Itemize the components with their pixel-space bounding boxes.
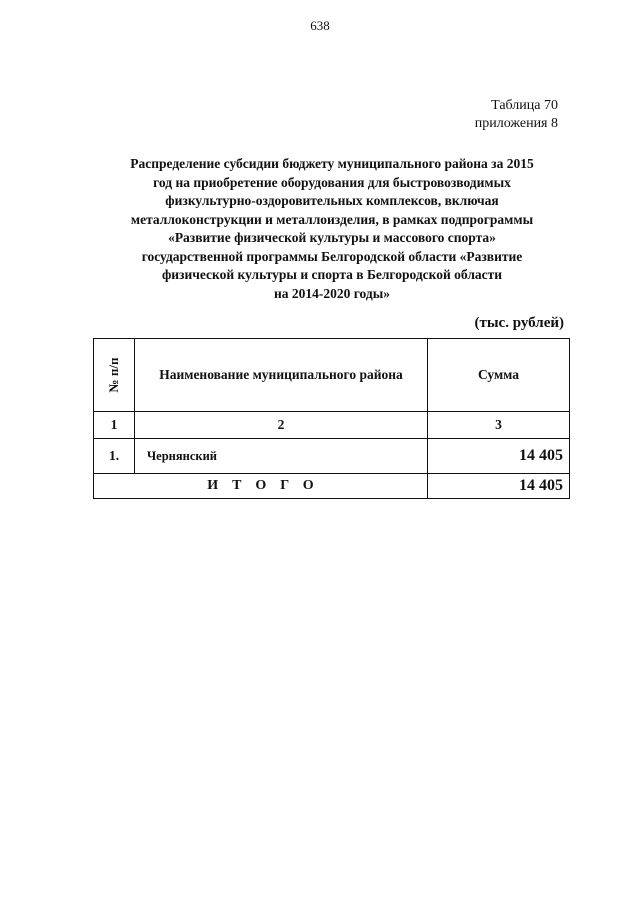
page-number: 638	[310, 18, 330, 33]
column-index: 2	[135, 412, 428, 439]
row-district-name: Чернянский	[135, 439, 428, 474]
table-reference-number: Таблица 70	[491, 98, 558, 113]
total-row	[94, 474, 570, 499]
subsidy-table	[93, 338, 570, 499]
title-line: год на приобретение оборудования для быстровозводимых	[153, 174, 511, 190]
title-line: на 2014-2020 годы»	[273, 285, 391, 301]
column-index: 3	[428, 412, 570, 439]
header-sum: Сумма	[428, 339, 570, 412]
table-row	[94, 439, 570, 474]
units-label: (тыс. рублей)	[474, 315, 564, 331]
title-line: металлоконструкции и металлоизделия, в рамках подпрограммы	[130, 211, 534, 227]
column-index: 1	[94, 412, 135, 439]
total-label: ИТОГО	[94, 474, 428, 499]
table-header-row	[94, 339, 570, 412]
title-line: физкультурно-оздоровительных комплексов, включая	[165, 193, 499, 208]
row-sum: 14 405	[428, 439, 570, 474]
table-reference	[475, 97, 558, 133]
row-number: 1.	[94, 439, 135, 474]
title-line: «Развитие физической культуры и массового спорта»	[168, 230, 496, 245]
total-sum: 14 405	[428, 474, 570, 499]
document-title	[86, 155, 578, 303]
title-line: государственной программы Белгородской области «Развитие	[141, 248, 523, 264]
header-district-name: Наименование муниципального района	[135, 339, 428, 412]
title-line: Распределение субсидии бюджету муниципального района за 2015	[130, 156, 534, 171]
column-index-row	[94, 412, 570, 439]
table-reference-appendix: приложения 8	[474, 116, 558, 131]
title-line: физической культуры и спорта в Белгородской области	[161, 267, 503, 282]
header-number	[94, 339, 135, 412]
header-number-label: № п/п	[106, 357, 121, 393]
